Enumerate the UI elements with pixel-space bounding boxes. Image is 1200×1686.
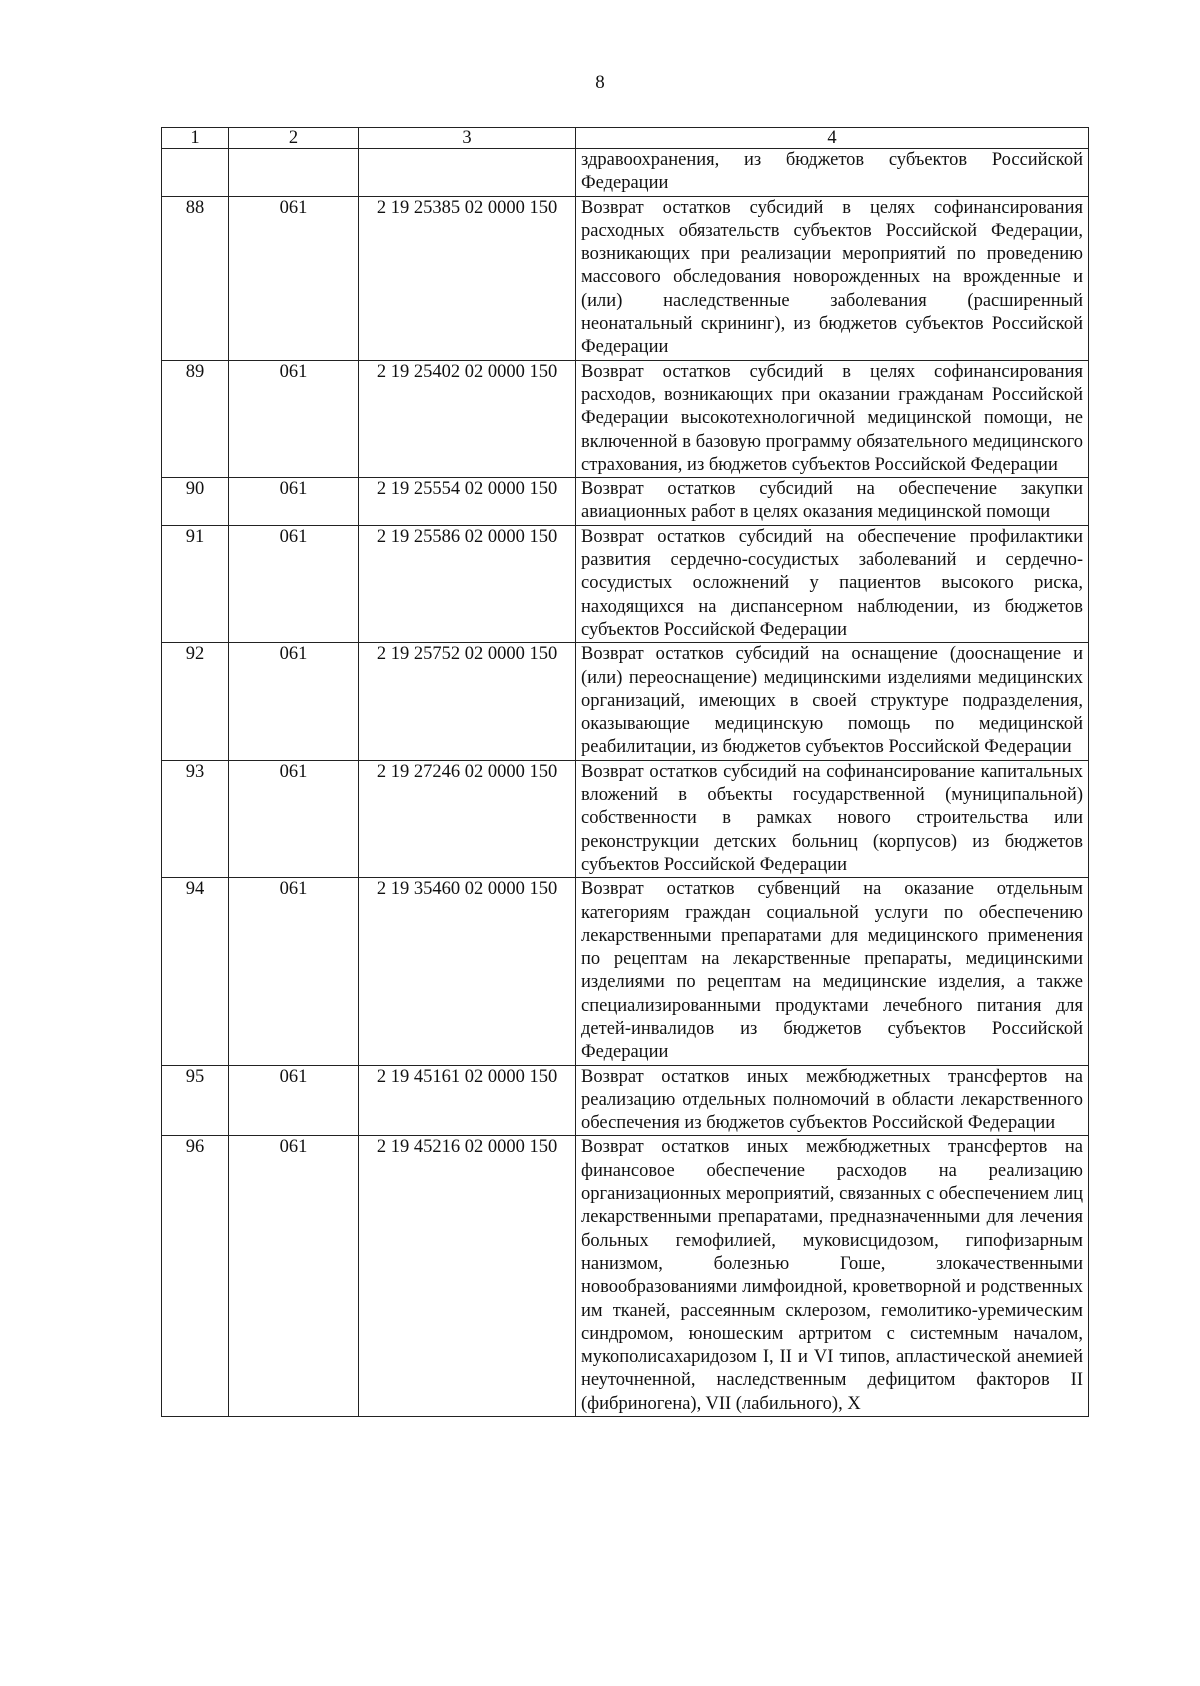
- income-description: Возврат остатков субсидий на софинансирование капитальных вложений в объекты государственной (муниципальной) собственности в рамках нового строительства или реконструкции детских больниц (корпусов) из бюджетов субъектов Российской Федерации: [576, 760, 1089, 877]
- row-number: 90: [162, 478, 229, 526]
- income-description: Возврат остатков субсидий на обеспечение закупки авиационных работ в целях оказания медицинской помощи: [576, 478, 1089, 526]
- row-number: 94: [162, 878, 229, 1065]
- row-number: 93: [162, 760, 229, 877]
- table-row: [162, 1065, 1089, 1136]
- table-row: [162, 478, 1089, 526]
- administrator-code: 061: [229, 760, 359, 877]
- table-row: [162, 643, 1089, 760]
- administrator-code: 061: [229, 1065, 359, 1136]
- administrator-code: 061: [229, 525, 359, 642]
- table-header-row: [162, 128, 1089, 149]
- row-number: 95: [162, 1065, 229, 1136]
- page-number: 8: [595, 72, 605, 93]
- budget-classification-code: 2 19 35460 02 0000 150: [359, 878, 576, 1065]
- budget-classification-code: 2 19 45161 02 0000 150: [359, 1065, 576, 1136]
- income-description: Возврат остатков иных межбюджетных трансфертов на финансовое обеспечение расходов на реализацию организационных мероприятий, связанных с обеспечением лиц лекарственными препаратами, предназначенными для лечения больных гемофилией, муковисцидозом, гипофизарным нанизмом, болезнью Гоше, злокачественными новообразованиями лимфоидной, кроветворной и родственных им тканей, рассеянным склерозом, гемолитико-уремическим синдромом, юношеским артритом с системным началом, мукополисахаридозом I, II и VI типов, апластической анемией неуточненной, наследственным дефицитом факторов II (фибриногена), VII (лабильного), X: [576, 1136, 1089, 1417]
- income-description: Возврат остатков субсидий в целях софинансирования расходных обязательств субъектов Российской Федерации, возникающих при реализации мероприятий по проведению массового обследования новорожденных на врожденные и (или) наследственные заболевания (расширенный неонатальный скрининг), из бюджетов субъектов Российской Федерации: [576, 196, 1089, 360]
- row-number: 89: [162, 360, 229, 477]
- budget-codes-table: [161, 127, 1089, 1417]
- income-description: Возврат остатков субсидий на обеспечение профилактики развития сердечно-сосудистых заболеваний и сердечно-сосудистых осложнений у пациентов высокого риска, находящихся на диспансерном наблюдении, из бюджетов субъектов Российской Федерации: [576, 525, 1089, 642]
- table-row: [162, 360, 1089, 477]
- table-row: [162, 525, 1089, 642]
- administrator-code: 061: [229, 360, 359, 477]
- budget-classification-code: 2 19 45216 02 0000 150: [359, 1136, 576, 1417]
- table-row: [162, 760, 1089, 877]
- column-header-3: 3: [359, 128, 576, 149]
- budget-classification-code: 2 19 25402 02 0000 150: [359, 360, 576, 477]
- table-row: [162, 878, 1089, 1065]
- row-number: 96: [162, 1136, 229, 1417]
- column-header-2: 2: [229, 128, 359, 149]
- administrator-code: 061: [229, 478, 359, 526]
- row-number: [162, 149, 229, 197]
- budget-classification-code: 2 19 25752 02 0000 150: [359, 643, 576, 760]
- budget-classification-code: 2 19 25385 02 0000 150: [359, 196, 576, 360]
- row-number: 88: [162, 196, 229, 360]
- budget-classification-code: 2 19 27246 02 0000 150: [359, 760, 576, 877]
- administrator-code: [229, 149, 359, 197]
- administrator-code: 061: [229, 1136, 359, 1417]
- budget-classification-code: [359, 149, 576, 197]
- column-header-4: 4: [576, 128, 1089, 149]
- administrator-code: 061: [229, 196, 359, 360]
- table-row: [162, 196, 1089, 360]
- income-description: Возврат остатков иных межбюджетных трансфертов на реализацию отдельных полномочий в области лекарственного обеспечения из бюджетов субъектов Российской Федерации: [576, 1065, 1089, 1136]
- income-description: Возврат остатков субсидий на оснащение (дооснащение и (или) переоснащение) медицинскими изделиями медицинских организаций, имеющих в своей структуре подразделения, оказывающие медицинскую помощь по медицинской реабилитации, из бюджетов субъектов Российской Федерации: [576, 643, 1089, 760]
- continuation-row: [162, 149, 1089, 197]
- income-description: Возврат остатков субвенций на оказание отдельным категориям граждан социальной услуги по обеспечению лекарственными препаратами для медицинского применения по рецептам на лекарственные препараты, медицинскими изделиями по рецептам на медицинские изделия, а также специализированными продуктами лечебного питания для детей-инвалидов из бюджетов субъектов Российской Федерации: [576, 878, 1089, 1065]
- budget-classification-code: 2 19 25554 02 0000 150: [359, 478, 576, 526]
- administrator-code: 061: [229, 643, 359, 760]
- table-body: [162, 149, 1089, 1417]
- income-description: Возврат остатков субсидий в целях софинансирования расходов, возникающих при оказании гражданам Российской Федерации высокотехнологичной медицинской помощи, не включенной в базовую программу обязательного медицинского страхования, из бюджетов субъектов Российской Федерации: [576, 360, 1089, 477]
- row-number: 92: [162, 643, 229, 760]
- income-description: здравоохранения, из бюджетов субъектов Российской Федерации: [576, 149, 1089, 197]
- administrator-code: 061: [229, 878, 359, 1065]
- budget-classification-code: 2 19 25586 02 0000 150: [359, 525, 576, 642]
- table-row: [162, 1136, 1089, 1417]
- column-header-1: 1: [162, 128, 229, 149]
- row-number: 91: [162, 525, 229, 642]
